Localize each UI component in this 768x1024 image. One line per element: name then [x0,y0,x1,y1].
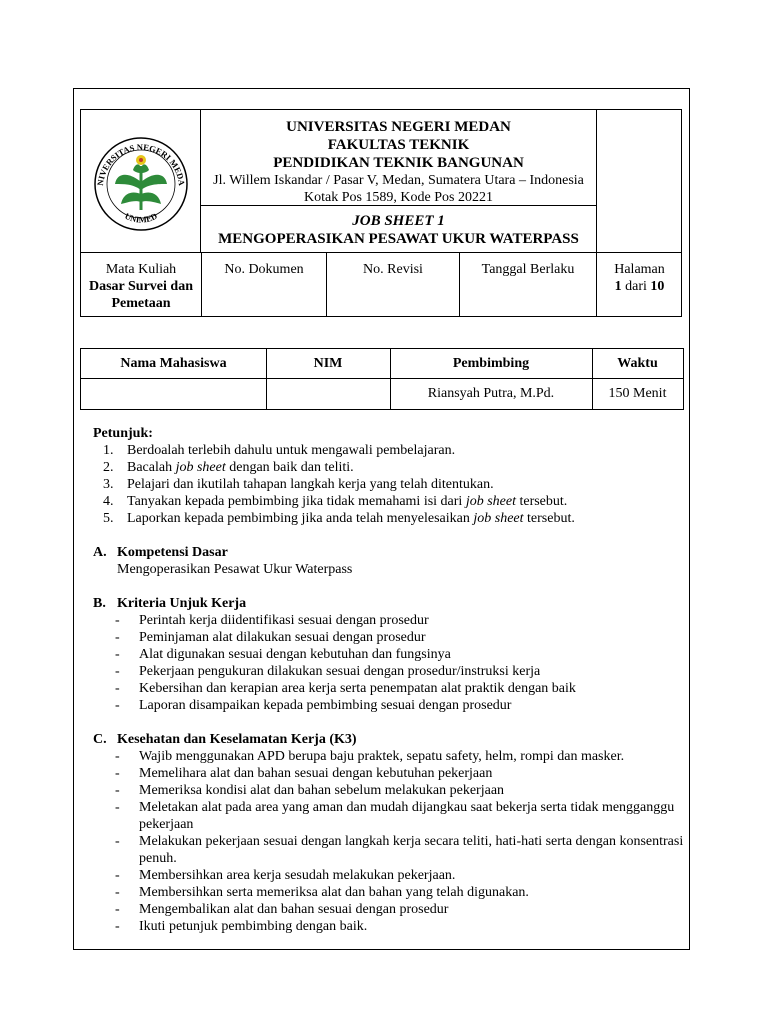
student-table [80,348,684,410]
institution-block [201,110,596,206]
k3-item-text: Memelihara alat dan bahan sesuai dengan kebutuhan pekerjaan [139,766,493,781]
cell-supervisor: Riansyah Putra, M.Pd. [427,386,555,401]
k3-item [93,884,693,901]
postal-info: Kotak Pos 1589, Kode Pos 20221 [303,190,493,205]
document-body [93,425,693,935]
k3-item [93,799,693,833]
instruction-text: Laporkan kepada pembimbing jika anda telah menyelesaikan [127,511,474,526]
instruction-italic-term: job sheet [175,460,226,475]
k3-item [93,782,693,799]
k3-item-text: Mengembalikan alat dan bahan sesuai dengan prosedur [139,902,449,917]
bullet-dash: - [115,766,120,781]
k3-item [93,748,693,765]
k3-item-text: Membersihkan area kerja sesudah melakukan pekerjaan. [139,868,456,883]
instruction-item [93,459,693,476]
header-student-name: Nama Mahasiswa [120,356,227,371]
bullet-dash: - [115,698,120,713]
instructions-list [93,442,693,527]
header-time: Waktu [617,356,658,371]
instruction-number: 4. [103,494,114,509]
criteria-item-text: Alat digunakan sesuai dengan kebutuhan dan fungsinya [139,647,451,662]
section-c-list [93,748,693,935]
instruction-text: tersebut. [515,494,568,509]
section-b-list [93,612,693,714]
document-info-row [81,252,681,316]
instruction-text: Bacalah [127,460,176,475]
criteria-item-text: Peminjaman alat dilakukan sesuai dengan prosedur [139,630,426,645]
instruction-text: Pelajari dan ikutilah tahapan langkah kerja yang telah ditentukan. [127,477,494,492]
instruction-text: Tanyakan kepada pembimbing jika tidak memahami isi dari [127,494,466,509]
doc-number-label: No. Dokumen [224,262,304,277]
k3-item [93,901,693,918]
instructions-title: Petunjuk: [93,426,153,441]
k3-item [93,765,693,782]
job-sheet-title-block [201,206,596,252]
criteria-item [93,646,693,663]
course-name: Dasar Survei dan Pemetaan [89,279,193,311]
bullet-dash: - [115,885,120,900]
instruction-number: 5. [103,511,114,526]
section-b-title: Kriteria Unjuk Kerja [117,596,247,611]
bullet-dash: - [115,681,120,696]
col-divider [390,349,391,409]
page-value: 1 [614,279,622,294]
instruction-text: dengan baik dan teliti. [225,460,354,475]
col-divider [266,349,267,409]
date-label: Tanggal Berlaku [481,262,575,277]
instruction-italic-term: job sheet [473,511,524,526]
page-cell [596,253,682,316]
criteria-item-text: Laporan disampaikan kepada pembimbing sesuai dengan prosedur [139,698,512,713]
bullet-dash: - [115,800,120,815]
section-a-letter: A. [93,545,107,560]
cell-time: 150 Menit [608,386,667,401]
bullet-dash: - [115,647,120,662]
bullet-dash: - [115,868,120,883]
instruction-number: 2. [103,460,114,475]
criteria-item [93,629,693,646]
instruction-item [93,493,693,510]
logo-text-bottom: UNIMED [123,210,159,225]
k3-item-text: Ikuti petunjuk pembimbing dengan baik. [139,919,368,934]
header-supervisor: Pembimbing [452,356,530,371]
instruction-text: Berdoalah terlebih dahulu untuk mengawali pembelajaran. [127,443,456,458]
logo-text-top: NIVERSITAS NEGERI MEDA [94,141,188,187]
section-c [93,731,693,935]
instruction-text: tersebut. [523,511,575,526]
page-of: dari [625,279,647,294]
doc-number-cell [201,253,326,316]
unimed-logo [81,110,199,250]
k3-item [93,918,693,935]
section-a-heading [93,544,693,561]
instruction-item [93,476,693,493]
cell-nim [266,379,390,408]
page-label: Halaman [614,262,665,277]
cell-student-name [81,379,266,408]
criteria-item [93,697,693,714]
bullet-dash: - [115,902,120,917]
criteria-item-text: Pekerjaan pengukuran dilakukan sesuai dengan prosedur/instruksi kerja [139,664,541,679]
program-name: PENDIDIKAN TEKNIK BANGUNAN [273,155,524,171]
logo-emblem [115,155,167,210]
course-label: Mata Kuliah [105,262,177,277]
document-header [80,109,682,317]
k3-item-text: Melakukan pekerjaan sesuai dengan langkah kerja secara teliti, hati-hati serta dengan konsentrasi penuh. [139,834,684,866]
bullet-dash: - [115,749,120,764]
k3-item [93,867,693,884]
bullet-dash: - [115,834,120,849]
logo-cell [81,110,201,252]
instruction-item [93,510,693,527]
criteria-item [93,680,693,697]
bullet-dash: - [115,613,120,628]
job-sheet-title: MENGOPERASIKAN PESAWAT UKUR WATERPASS [218,231,579,247]
revision-label: No. Revisi [363,262,423,277]
section-c-heading [93,731,693,748]
section-b-heading [93,595,693,612]
instruction-number: 3. [103,477,114,492]
section-b-letter: B. [93,596,106,611]
criteria-item-text: Perintah kerja diidentifikasi sesuai dengan prosedur [139,613,429,628]
col-divider [592,349,593,409]
section-a-text: Mengoperasikan Pesawat Ukur Waterpass [117,562,353,577]
course-cell [81,253,201,316]
instruction-italic-term: job sheet [465,494,516,509]
header-nim: NIM [313,356,343,371]
page-total: 10 [650,279,665,294]
university-name: UNIVERSITAS NEGERI MEDAN [286,119,511,135]
header-right-cell [596,110,682,252]
section-c-title: Kesehatan dan Keselamatan Kerja (K3) [117,732,357,747]
k3-item-text: Membersihkan serta memeriksa alat dan bahan yang telah digunakan. [139,885,529,900]
revision-cell [326,253,459,316]
k3-item [93,833,693,867]
instruction-number: 1. [103,443,114,458]
k3-item-text: Memeriksa kondisi alat dan bahan sebelum melakukan pekerjaan [139,783,505,798]
section-a [93,544,693,578]
bullet-dash: - [115,783,120,798]
section-b [93,595,693,714]
criteria-item-text: Kebersihan dan kerapian area kerja serta penempatan alat praktik dengan baik [139,681,576,696]
instruction-item [93,442,693,459]
section-c-letter: C. [93,732,107,747]
k3-item-text: Wajib menggunakan APD berupa baju praktek, sepatu safety, helm, rompi dan masker. [139,749,625,764]
job-sheet-number: JOB SHEET 1 [352,213,445,229]
section-a-title: Kompetensi Dasar [117,545,228,560]
criteria-item [93,663,693,680]
address: Jl. Willem Iskandar / Pasar V, Medan, Sumatera Utara – Indonesia [213,173,584,188]
bullet-dash: - [115,664,120,679]
k3-item-text: Meletakan alat pada area yang aman dan mudah dijangkau saat bekerja serta tidak mengganggu pekerjaan [139,800,675,832]
bullet-dash: - [115,630,120,645]
bullet-dash: - [115,919,120,934]
criteria-item [93,612,693,629]
date-cell [459,253,596,316]
faculty-name: FAKULTAS TEKNIK [327,137,470,153]
page-count [597,278,682,295]
